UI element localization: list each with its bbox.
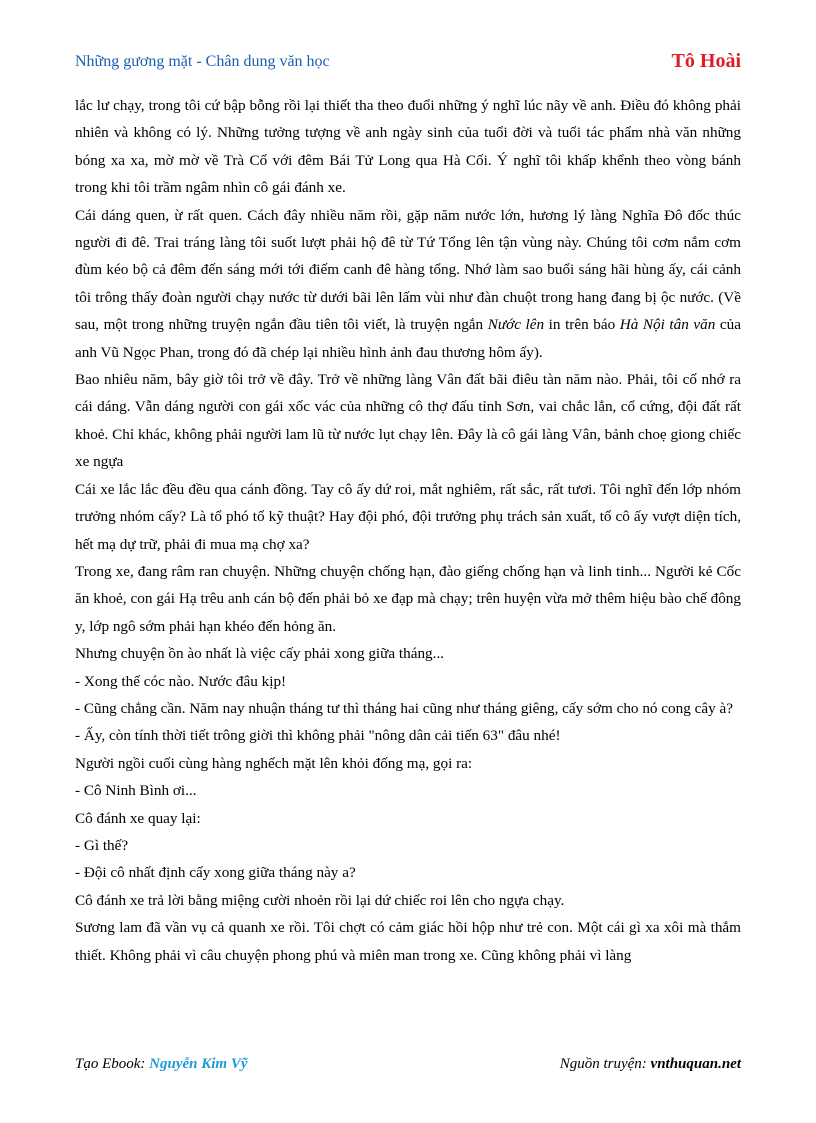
page-header <box>75 50 741 76</box>
ebook-credit <box>75 1056 248 1073</box>
paragraph: Người ngồi cuối cùng hàng nghếch mặt lên khỏi đống mạ, gọi ra: <box>75 754 473 772</box>
paragraph-text: in trên báo <box>544 316 620 334</box>
credit-label: Tạo Ebook <box>75 1056 141 1072</box>
page-body <box>75 92 741 969</box>
source-separator: : <box>641 1056 651 1072</box>
paragraph <box>75 202 741 366</box>
paragraph-text: của anh Vũ Ngọc Phan, trong đó đã chép lại nhiều hình ảnh đau thương hôm ấy). <box>75 316 741 361</box>
dialogue-line: - Đội cô nhất định cấy xong giữa tháng này a? <box>75 864 356 882</box>
source-site: vnthuquan.net <box>650 1056 741 1072</box>
source-credit <box>560 1056 741 1073</box>
page-footer <box>75 1056 741 1078</box>
book-title: Những gương mặt - Chân dung văn học <box>75 53 330 70</box>
paragraph: Trong xe, đang râm ran chuyện. Những chuyện chống hạn, đào giếng chống hạn và linh tinh... Người kẻ Cốc ăn khoẻ, con gái Hạ trêu anh cán bộ đến phải bỏ xe đạp mà chạy; trên huyện vừa mở thêm hiệu bào chế đông y, lớp ngô sớm phải hạn khéo đến hỏng ăn. <box>75 562 741 635</box>
paragraph: Nhưng chuyện ồn ào nhất là việc cấy phải xong giữa tháng... <box>75 645 445 663</box>
dialogue-line: - Xong thế cóc nào. Nước đâu kịp! <box>75 672 287 690</box>
paragraph: Cô đánh xe quay lại: <box>75 809 201 827</box>
dialogue-line: - Gì thế? <box>75 836 129 854</box>
paragraph: Sương lam đã vần vụ cả quanh xe rồi. Tôi chợt có cảm giác hồi hộp như trẻ con. Một cái gì xa xôi mà thắm thiết. Không phải vì câu chuyện phong phú và miên man trong xe. Cũng không phải vì làng <box>75 919 741 964</box>
source-label: Nguồn truyện <box>559 1056 642 1072</box>
credit-name: Nguyễn Kim Vỹ <box>149 1056 248 1072</box>
paragraph: Cái xe lắc lắc đều đều qua cánh đồng. Tay cô ấy dứ roi, mắt nghiêm, rất sắc, rất tươi. Tôi nghĩ đến lớp nhóm trưởng nhóm cấy? Là tổ phó tổ kỹ thuật? Hay đội phó, đội trưởng phụ trách sản xuất, tổ cô ấy vượt diện tích, hết mạ dự trữ, phải đi mua mạ chợ xa? <box>75 480 741 553</box>
paragraph-text: Cái dáng quen, ừ rất quen. Cách đây nhiều năm rồi, gặp năm nước lớn, hương lý làng Nghĩa Đô đốc thúc người đi đê. Trai tráng làng tôi suốt lượt phải hộ đê từ Tứ Tổng lên tận vùng này. Chúng tôi cơm nắm cơm đùm kéo bộ cả đêm đến sáng mới tới điếm canh đê hàng tổng. Nhớ làm sao buổi sáng hãi hùng ấy, cái cảnh tôi trông thấy đoàn người chạy nước từ dưới bãi lên lấm vùi như đàn chuột trong hang đang bị ộc nước. (Về sau, một trong những truyện ngắn đầu tiên tôi viết, là truyện ngắn <box>75 206 741 334</box>
author-name: Tô Hoài <box>671 50 741 72</box>
newspaper-title: Hà Nội tân văn <box>619 316 716 334</box>
paragraph: lắc lư chạy, trong tôi cứ bập bỗng rồi lại thiết tha theo đuổi những ý nghĩ lúc nãy về anh. Điều đó không phải nhiên và không có lý. Những tưởng tượng về anh ngày sinh của tuổi đời và tuổi tác phẩm nhà văn những bóng xa xa, mờ mờ về Trà Cổ với đêm Bái Tử Long qua Hà Cối. Ý nghĩ tôi khấp khểnh theo vòng bánh trong khi tôi trầm ngâm nhìn cô gái đánh xe. <box>75 97 741 197</box>
paragraph: Cô đánh xe trả lời bằng miệng cười nhoẻn rồi lại dứ chiếc roi lên cho ngựa chạy. <box>75 891 565 909</box>
dialogue-line: - Cô Ninh Bình ơi... <box>75 782 197 800</box>
paragraph: Bao nhiêu năm, bây giờ tôi trở về đây. Trở về những làng Vân đất bãi điêu tàn năm nào. Phải, tôi cố nhớ ra cái dáng. Vẫn dáng người con gái xốc vác của những cô thợ đấu tỉnh Sơn, vai chắc lẳn, cổ cứng, đội đất rất khoẻ. Chỉ khác, không phải người lam lũ từ nước lụt chạy lên. Đây là cô gái làng Vân, bảnh choẹ giong chiếc xe ngựa <box>75 371 741 471</box>
credit-separator: : <box>140 1056 150 1072</box>
story-title: Nước lên <box>487 316 545 334</box>
dialogue-line: - Cũng chẳng cần. Năm nay nhuận tháng tư thì tháng hai cũng như tháng giêng, cấy sớm cho nó cong cây à? <box>75 699 733 717</box>
dialogue-line: - Ấy, còn tính thời tiết trông giời thì không phải "nông dân cải tiến 63" đâu nhé! <box>75 727 561 745</box>
